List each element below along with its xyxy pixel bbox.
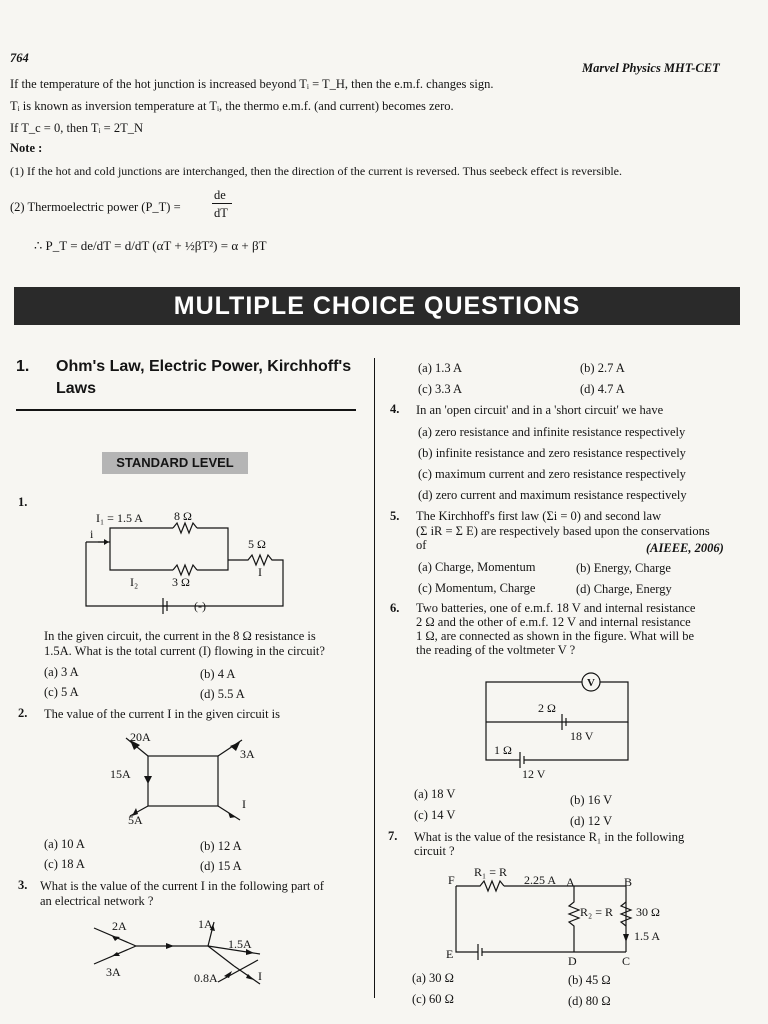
q1-circuit-diagram bbox=[78, 500, 298, 625]
q3-fig-i: I bbox=[258, 969, 262, 983]
q3-fig-3a: 3A bbox=[106, 965, 121, 979]
q5-option-d[interactable]: (d) Charge, Energy bbox=[576, 582, 672, 596]
q2-fig-3a: 3A bbox=[240, 747, 255, 761]
q7-fig-current: 2.25 A bbox=[524, 873, 557, 887]
q6-fig-r1: 1 Ω bbox=[494, 743, 512, 757]
section-rule bbox=[16, 409, 356, 411]
q3-fig-0-8a: 0.8A bbox=[194, 971, 218, 985]
q6-option-a[interactable]: (a) 18 V bbox=[414, 787, 456, 801]
q7-option-b[interactable]: (b) 45 Ω bbox=[568, 973, 611, 987]
q6-fig-voltmeter: V bbox=[587, 677, 595, 689]
book-title: Marvel Physics MHT-CET bbox=[582, 61, 720, 75]
q2-fig-15a: 15A bbox=[110, 767, 131, 781]
q5-text-1: The Kirchhoff's first law (Σi = 0) and second law bbox=[416, 509, 662, 523]
q6-number: 6. bbox=[390, 601, 400, 615]
q7-fig-r1: R₁ = R bbox=[474, 865, 507, 879]
q3-text-1: What is the value of the current I in the following part of bbox=[40, 879, 324, 893]
section-number: 1. bbox=[16, 358, 30, 375]
q6-battery-circuit bbox=[482, 670, 634, 782]
q6-option-b[interactable]: (b) 16 V bbox=[570, 793, 613, 807]
q5-text-3: of bbox=[416, 538, 427, 552]
q6-text-4: the reading of the voltmeter V ? bbox=[416, 643, 576, 657]
section-title-line-1: Ohm's Law, Electric Power, Kirchhoff's bbox=[56, 358, 352, 375]
q4-number: 4. bbox=[390, 402, 400, 416]
note-label: Note : bbox=[10, 141, 43, 155]
q2-fig-i: I bbox=[242, 797, 246, 811]
q1-fig-r5: 5 Ω bbox=[248, 537, 266, 551]
page-number: 764 bbox=[10, 51, 29, 65]
intro-line-1: If the temperature of the hot junction is increased beyond Tᵢ = T_H, then the e.m.f. changes sign. bbox=[10, 77, 494, 91]
thermoelectric-formula: ∴ P_T = de/dT = d/dT (αT + ½βT²) = α + βT bbox=[34, 238, 267, 253]
note-2-denominator: dT bbox=[214, 206, 228, 220]
note-2-numerator: de bbox=[214, 188, 226, 202]
level-badge: STANDARD LEVEL bbox=[102, 452, 248, 474]
q1-fig-minus: (-) bbox=[194, 599, 206, 613]
q4-text: In an 'open circuit' and in a 'short circuit' we have bbox=[416, 403, 664, 417]
q7-fig-1-5a: 1.5 A bbox=[634, 929, 661, 943]
q7-option-c[interactable]: (c) 60 Ω bbox=[412, 992, 454, 1006]
q2-option-b[interactable]: (b) 12 A bbox=[200, 839, 242, 853]
section-title-line-2: Laws bbox=[56, 380, 97, 397]
q3-junction-diagram bbox=[88, 916, 278, 988]
q6-fig-r2: 2 Ω bbox=[538, 701, 556, 715]
q7-fig-e: E bbox=[446, 947, 454, 961]
q3-option-c[interactable]: (c) 3.3 A bbox=[418, 382, 463, 396]
q3-option-a[interactable]: (a) 1.3 A bbox=[418, 361, 463, 375]
q1-option-c[interactable]: (c) 5 A bbox=[44, 685, 79, 699]
q4-option-d[interactable]: (d) zero current and maximum resistance respectively bbox=[418, 488, 687, 502]
q7-number: 7. bbox=[388, 829, 398, 843]
q7-text-1: What is the value of the resistance R₁ in the following bbox=[414, 830, 685, 844]
q3-fig-1a: 1A bbox=[198, 917, 213, 931]
fraction-bar bbox=[212, 203, 232, 204]
q6-fig-e18: 18 V bbox=[570, 729, 594, 743]
q1-fig-i2: I₂ bbox=[130, 575, 139, 589]
q5-text-2: (Σ iR = Σ E) are respectively based upon the conservations bbox=[416, 524, 710, 538]
q7-fig-d: D bbox=[568, 954, 577, 968]
q6-text-2: 2 Ω and the other of e.m.f. 12 V and internal resistance bbox=[416, 615, 691, 629]
q2-current-diagram bbox=[100, 728, 270, 828]
note-1: (1) If the hot and cold junctions are interchanged, then the direction of the current is reversed. Thus seebeck effect is reversible. bbox=[10, 164, 622, 178]
q1-text-1: In the given circuit, the current in the 8 Ω resistance is bbox=[44, 629, 316, 643]
q1-option-d[interactable]: (d) 5.5 A bbox=[200, 687, 245, 701]
q7-option-a[interactable]: (a) 30 Ω bbox=[412, 971, 454, 985]
q1-text-2: 1.5A. What is the total current (I) flowing in the circuit? bbox=[44, 644, 325, 658]
q1-fig-i1: I₁ = 1.5 A bbox=[96, 511, 143, 525]
note-2-label: (2) Thermoelectric power (P_T) = bbox=[10, 200, 181, 214]
q7-resistance-circuit bbox=[444, 862, 676, 970]
q5-number: 5. bbox=[390, 509, 400, 523]
q6-option-d[interactable]: (d) 12 V bbox=[570, 814, 613, 828]
q5-option-a[interactable]: (a) Charge, Momentum bbox=[418, 560, 536, 574]
q3-fig-1-5a: 1.5A bbox=[228, 937, 252, 951]
q3-number: 3. bbox=[18, 878, 28, 892]
q6-text-1: Two batteries, one of e.m.f. 18 V and internal resistance bbox=[416, 601, 696, 615]
q5-option-c[interactable]: (c) Momentum, Charge bbox=[418, 581, 536, 595]
q5-option-b[interactable]: (b) Energy, Charge bbox=[576, 561, 671, 575]
intro-line-2: Tᵢ is known as inversion temperature at Tᵢ, the thermo e.m.f. (and current) becomes zero. bbox=[10, 99, 454, 113]
q1-option-a[interactable]: (a) 3 A bbox=[44, 665, 79, 679]
q1-fig-r8: 8 Ω bbox=[174, 509, 192, 523]
q3-fig-2a: 2A bbox=[112, 919, 127, 933]
q5-source: (AIEEE, 2006) bbox=[646, 541, 724, 555]
q7-fig-c: C bbox=[622, 954, 631, 968]
intro-line-3: If T_c = 0, then Tᵢ = 2T_N bbox=[10, 121, 144, 135]
q6-fig-e12: 12 V bbox=[522, 767, 546, 781]
q7-fig-f: F bbox=[448, 873, 455, 887]
q1-option-b[interactable]: (b) 4 A bbox=[200, 667, 236, 681]
q3-option-b[interactable]: (b) 2.7 A bbox=[580, 361, 625, 375]
column-divider bbox=[374, 358, 375, 998]
q2-number: 2. bbox=[18, 706, 28, 720]
q7-fig-r30: 30 Ω bbox=[636, 905, 660, 919]
q3-text-2: an electrical network ? bbox=[40, 894, 154, 908]
mcq-banner: MULTIPLE CHOICE QUESTIONS bbox=[14, 287, 740, 325]
q3-option-d[interactable]: (d) 4.7 A bbox=[580, 382, 625, 396]
q2-option-a[interactable]: (a) 10 A bbox=[44, 837, 85, 851]
q2-text: The value of the current I in the given circuit is bbox=[44, 707, 281, 721]
q7-fig-a: A bbox=[566, 875, 575, 889]
q1-fig-i: i bbox=[90, 527, 94, 541]
q1-number: 1. bbox=[18, 495, 28, 509]
q1-fig-r3: 3 Ω bbox=[172, 575, 190, 589]
q4-option-a[interactable]: (a) zero resistance and infinite resistance respectively bbox=[418, 425, 686, 439]
q2-fig-20a: 20A bbox=[130, 730, 151, 744]
q7-fig-b: B bbox=[624, 875, 633, 889]
q7-fig-r2: R₂ = R bbox=[580, 905, 613, 919]
q7-option-d[interactable]: (d) 80 Ω bbox=[568, 994, 611, 1008]
q2-option-d[interactable]: (d) 15 A bbox=[200, 859, 242, 873]
q7-text-2: circuit ? bbox=[414, 844, 455, 858]
q6-option-c[interactable]: (c) 14 V bbox=[414, 808, 456, 822]
q1-fig-I: I bbox=[258, 565, 262, 579]
q6-text-3: 1 Ω, are connected as shown in the figure. What will be bbox=[416, 629, 695, 643]
q4-option-b[interactable]: (b) infinite resistance and zero resistance respectively bbox=[418, 446, 686, 460]
q2-option-c[interactable]: (c) 18 A bbox=[44, 857, 85, 871]
q4-option-c[interactable]: (c) maximum current and zero resistance respectively bbox=[418, 467, 686, 481]
q2-fig-5a: 5A bbox=[128, 813, 143, 827]
